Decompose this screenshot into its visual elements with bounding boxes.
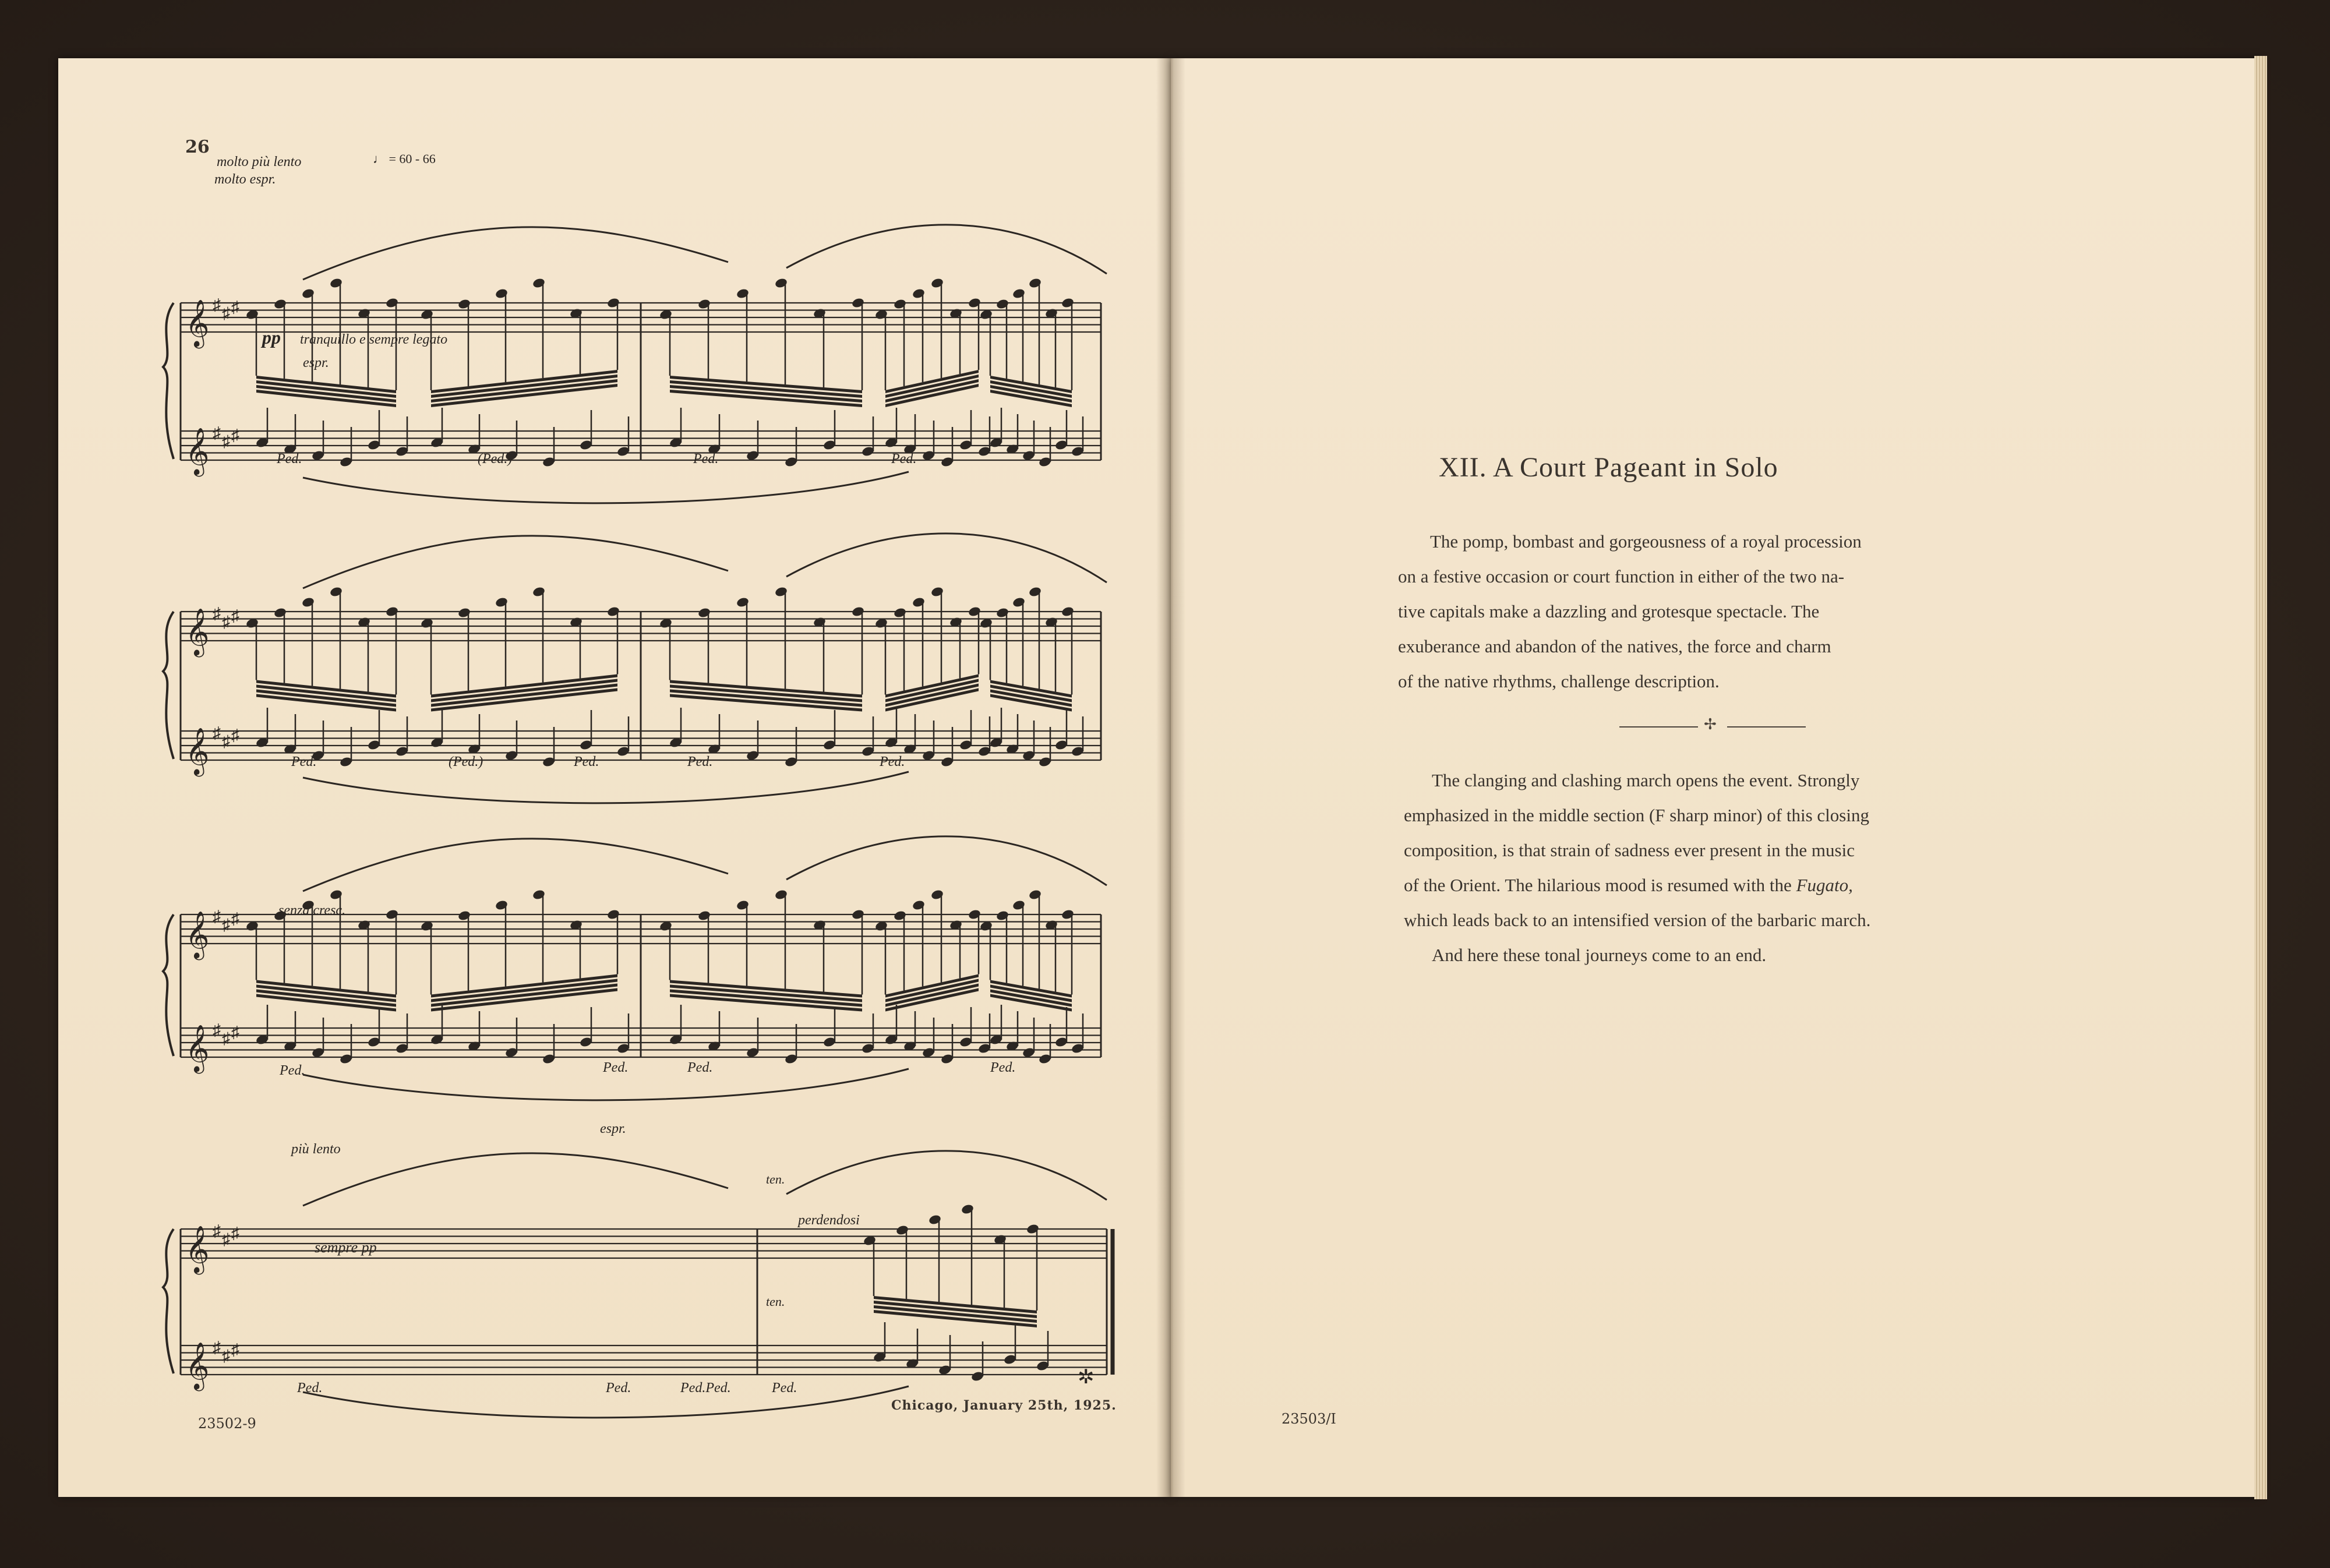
notehead xyxy=(893,607,907,619)
dynamic-pp: pp xyxy=(262,327,281,348)
sharp-icon: ♯ xyxy=(231,607,239,626)
paragraph-line xyxy=(1404,868,1870,903)
notehead xyxy=(697,298,711,310)
page-number: 26 xyxy=(185,137,210,157)
sharp-icon: ♯ xyxy=(213,296,221,315)
notehead xyxy=(1026,1223,1040,1235)
notehead xyxy=(329,277,343,289)
notehead xyxy=(606,606,620,617)
pedal-marking: (Ped.) xyxy=(478,451,513,467)
system-brace xyxy=(163,1229,174,1373)
slur xyxy=(303,772,909,803)
divider-ornament-icon: ✢ xyxy=(1704,716,1717,733)
paragraph-line: which leads back to an intensified version of the barbaric march. xyxy=(1404,910,1871,930)
pedal-marking: Ped. xyxy=(297,1380,323,1396)
sharp-icon: ♯ xyxy=(222,305,230,323)
notehead xyxy=(995,910,1009,921)
sempre-pp-marking: sempre pp xyxy=(315,1239,377,1256)
notehead xyxy=(912,288,926,299)
paragraph-1 xyxy=(1398,524,1862,699)
piu-lento-marking: più lento xyxy=(291,1142,341,1157)
sharp-icon: ♯ xyxy=(213,907,221,926)
section-title: XII. A Court Pageant in Solo xyxy=(1439,452,1778,483)
notehead xyxy=(893,910,907,921)
espr-marking-1: espr. xyxy=(303,355,329,370)
catalog-number-right: 23503/I xyxy=(1282,1411,1336,1427)
paragraph-line: exuberance and abandon of the natives, the force and charm xyxy=(1398,636,1831,656)
notehead xyxy=(385,909,399,920)
notehead xyxy=(301,288,315,299)
ten-marking-2: ten. xyxy=(766,1294,785,1309)
pedal-marking: Ped. xyxy=(603,1060,629,1075)
notehead xyxy=(385,606,399,617)
treble-clef-icon: 𝄞 xyxy=(185,913,210,958)
sharp-icon: ♯ xyxy=(231,1224,239,1243)
page-edges xyxy=(2254,56,2267,1499)
sharp-icon: ♯ xyxy=(222,733,230,751)
notehead xyxy=(736,899,750,911)
notehead xyxy=(532,277,546,289)
paragraph-line: composition, is that strain of sadness ever present in the music xyxy=(1404,840,1855,860)
notehead xyxy=(968,297,982,309)
fugato-italic: Fugato, xyxy=(1796,875,1853,895)
notehead xyxy=(995,607,1009,619)
paragraph-line: The pomp, bombast and gorgeousness of a royal procession xyxy=(1430,531,1862,552)
notehead xyxy=(606,297,620,309)
pedal-marking: Ped. xyxy=(772,1380,797,1396)
metronome-marking: ♩ = 60 - 66 xyxy=(373,151,436,166)
slur xyxy=(303,227,728,280)
slur xyxy=(786,534,1107,582)
notehead xyxy=(995,298,1009,310)
sharp-icon: ♯ xyxy=(231,726,239,745)
expression-marking: molto espr. xyxy=(214,172,276,187)
pedal-marking: Ped. xyxy=(990,1060,1016,1075)
sharp-icon: ♯ xyxy=(213,1021,221,1040)
system-brace xyxy=(163,303,174,459)
pedal-marking: Ped. xyxy=(880,754,905,769)
pedal-marking: Ped. xyxy=(277,451,302,467)
notehead xyxy=(930,889,944,900)
sharp-icon: ♯ xyxy=(222,1030,230,1048)
bass-clef-icon: 𝄞 xyxy=(185,1026,210,1071)
notehead xyxy=(851,909,865,920)
sharp-icon: ♯ xyxy=(222,1347,230,1365)
notehead xyxy=(851,606,865,617)
sharp-icon: ♯ xyxy=(222,433,230,451)
notehead xyxy=(774,586,788,598)
bass-clef-icon: 𝄞 xyxy=(185,729,210,774)
music-score xyxy=(58,58,1171,1497)
notehead xyxy=(1028,277,1042,289)
sharp-icon: ♯ xyxy=(222,916,230,934)
slur xyxy=(786,225,1107,274)
notehead xyxy=(930,277,944,289)
notehead xyxy=(1061,606,1075,617)
sharp-icon: ♯ xyxy=(231,910,239,928)
notehead xyxy=(774,277,788,289)
notehead xyxy=(697,607,711,619)
sharp-icon: ♯ xyxy=(213,424,221,443)
notehead xyxy=(912,899,926,911)
direction-tranquillo: tranquillo e sempre legato xyxy=(300,332,448,347)
paragraph-2 xyxy=(1404,763,1870,973)
pedal-marking: Ped. xyxy=(291,754,317,769)
tempo-marking: molto più lento xyxy=(217,154,302,169)
pedal-marking: Ped. xyxy=(687,1060,713,1075)
notehead xyxy=(385,297,399,309)
notehead xyxy=(697,910,711,921)
notehead xyxy=(1012,899,1026,911)
notehead xyxy=(329,889,343,900)
notehead xyxy=(961,1203,975,1215)
paragraph-line: tive capitals make a dazzling and grotesque spectacle. The xyxy=(1398,601,1820,621)
notehead xyxy=(1012,288,1026,299)
sharp-icon: ♯ xyxy=(213,724,221,743)
paragraph-line: emphasized in the middle section (F sharp minor) of this closing xyxy=(1404,805,1869,825)
sharp-icon: ♯ xyxy=(231,426,239,445)
slur xyxy=(303,839,728,891)
sharp-icon: ♯ xyxy=(222,613,230,631)
slur xyxy=(303,1153,728,1206)
notehead xyxy=(273,298,287,310)
notehead xyxy=(606,909,620,920)
pedal-release-star: ✲ xyxy=(1078,1366,1095,1388)
paragraph-line-text: of the Orient. The hilarious mood is resumed with the xyxy=(1404,875,1796,895)
section-divider xyxy=(1619,718,1806,736)
pedal-marking: Ped. xyxy=(687,754,713,769)
notehead xyxy=(774,889,788,900)
notehead xyxy=(930,586,944,598)
pedal-marking: Ped. xyxy=(574,754,599,769)
notehead xyxy=(736,596,750,608)
notehead xyxy=(495,288,509,299)
notehead xyxy=(1028,889,1042,900)
perdendosi-marking: perdendosi xyxy=(798,1213,860,1228)
slur xyxy=(786,836,1107,885)
notehead xyxy=(457,607,471,619)
sharp-icon: ♯ xyxy=(213,605,221,623)
date-line: Chicago, January 25th, 1925. xyxy=(891,1398,1117,1413)
notehead xyxy=(968,606,982,617)
bass-clef-icon: 𝄞 xyxy=(185,1344,210,1389)
paragraph-line: on a festive occasion or court function in either of the two na- xyxy=(1398,566,1845,587)
slur xyxy=(303,472,909,503)
notehead xyxy=(851,297,865,309)
notehead xyxy=(1061,297,1075,309)
notehead xyxy=(329,586,343,598)
sharp-icon: ♯ xyxy=(222,1231,230,1249)
catalog-number-left: 23502-9 xyxy=(198,1415,256,1432)
treble-clef-icon: 𝄞 xyxy=(185,1227,210,1272)
notehead xyxy=(736,288,750,299)
sharp-icon: ♯ xyxy=(231,1341,239,1359)
sharp-icon: ♯ xyxy=(213,1222,221,1241)
notehead xyxy=(912,596,926,608)
sharp-icon: ♯ xyxy=(213,1339,221,1357)
notehead xyxy=(893,298,907,310)
system-brace xyxy=(163,612,174,759)
ten-marking-1: ten. xyxy=(766,1172,785,1186)
pedal-marking: Ped.Ped. xyxy=(680,1380,731,1396)
notehead xyxy=(495,899,509,911)
notehead xyxy=(457,910,471,921)
sharp-icon: ♯ xyxy=(231,298,239,317)
paragraph-line: of the native rhythms, challenge description. xyxy=(1398,671,1720,691)
pedal-marking: (Ped.) xyxy=(449,754,483,769)
notehead xyxy=(895,1224,909,1236)
pedal-marking: Ped. xyxy=(693,451,719,467)
senza-cresc-marking: senza cresc. xyxy=(278,903,346,918)
notehead xyxy=(532,586,546,598)
notehead xyxy=(457,298,471,310)
pedal-marking: Ped. xyxy=(891,451,917,467)
notehead xyxy=(1061,909,1075,920)
slur xyxy=(786,1151,1107,1200)
notehead xyxy=(968,909,982,920)
treble-clef-icon: 𝄞 xyxy=(185,610,210,655)
notehead xyxy=(928,1214,942,1226)
notehead xyxy=(273,607,287,619)
treble-clef-icon: 𝄞 xyxy=(185,301,210,346)
pedal-marking: Ped. xyxy=(280,1063,305,1078)
notehead xyxy=(495,596,509,608)
notehead xyxy=(301,596,315,608)
system-brace xyxy=(163,914,174,1056)
notehead xyxy=(1012,596,1026,608)
pedal-marking: Ped. xyxy=(606,1380,631,1396)
paragraph-line: The clanging and clashing march opens the event. Strongly xyxy=(1432,770,1860,790)
espr-marking-2: espr. xyxy=(600,1121,626,1136)
notehead xyxy=(1028,586,1042,598)
slur xyxy=(303,536,728,588)
sharp-icon: ♯ xyxy=(231,1023,239,1042)
bass-clef-icon: 𝄞 xyxy=(185,429,210,474)
notehead xyxy=(532,889,546,900)
paragraph-line: And here these tonal journeys come to an end. xyxy=(1432,945,1767,965)
